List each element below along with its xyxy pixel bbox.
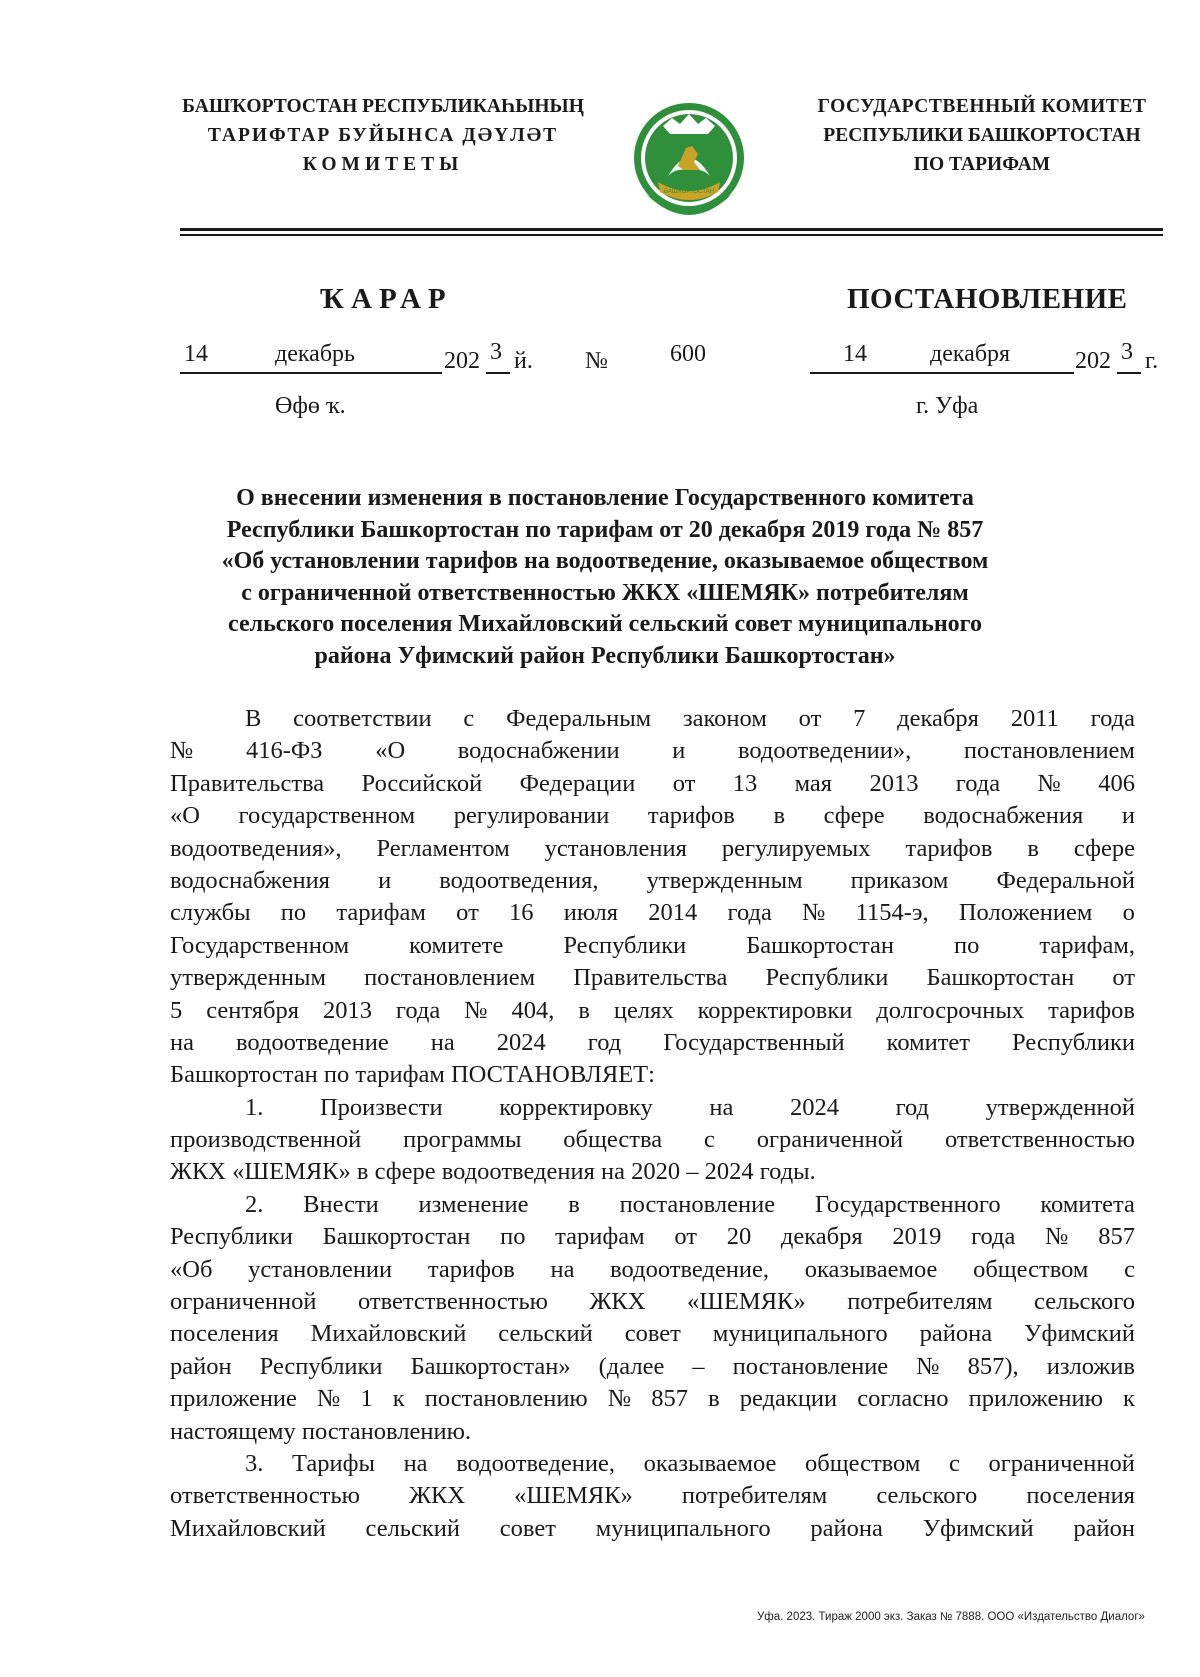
body-word: Башкортостан	[746, 931, 894, 959]
body-word: 404,	[511, 996, 555, 1024]
body-word: обществом	[973, 1255, 1089, 1283]
header-right-line-3: ПО ТАРИФАМ	[913, 154, 1051, 175]
body-word: тарифов	[647, 802, 735, 830]
body-word: и	[1121, 802, 1135, 830]
body-word: в	[708, 1385, 720, 1413]
body-word: сфере	[823, 802, 885, 830]
date-right-day: 14	[843, 341, 867, 367]
body-word: приказом	[850, 866, 949, 894]
body-word: в	[1027, 834, 1039, 862]
date-left-underline	[180, 372, 442, 374]
body-word: 406	[1098, 769, 1135, 797]
header-divider-thick	[180, 228, 1163, 231]
body-word: приложению	[968, 1385, 1103, 1413]
body-word: водоотведении»,	[737, 737, 912, 765]
body-word: на	[430, 1028, 455, 1056]
body-word: регулируемых	[721, 834, 871, 862]
body-word: с	[703, 1126, 715, 1154]
body-word: №	[607, 1385, 632, 1413]
body-word: соответствии	[293, 705, 432, 732]
body-word: 2024	[789, 1093, 839, 1121]
body-word: сельского	[1034, 1288, 1135, 1316]
body-word: тарифам,	[1039, 931, 1135, 959]
body-word: с	[1124, 1255, 1135, 1283]
date-left-year-digit: 3	[490, 339, 502, 365]
body-word: Федеральным	[506, 705, 652, 732]
place-left: Өфө ҡ.	[275, 393, 346, 419]
body-word: июля	[563, 899, 619, 927]
body-word: №	[317, 1385, 341, 1413]
body-word: комитет	[886, 1028, 971, 1056]
body-word: общества	[563, 1126, 663, 1154]
body-word: долгосрочных	[876, 996, 1025, 1024]
header-left-line-2: ТАРИФТАР БУЙЫНСА ДӘҮЛӘТ	[207, 125, 559, 146]
body-word: корректировки	[697, 996, 853, 1024]
body-word: потребителям	[847, 1288, 993, 1316]
body-word: в	[568, 1190, 580, 1218]
body-line	[170, 703, 1135, 735]
doc-type-right: ПОСТАНОВЛЕНИЕ	[847, 283, 1128, 315]
body-word: на	[403, 1449, 428, 1477]
header-left-line-1: БАШҠОРТОСТАН РЕСПУБЛИКАҺЫНЫҢ	[182, 96, 584, 117]
body-word: совет	[624, 1320, 681, 1348]
date-right-year-prefix: 202	[1075, 348, 1111, 374]
body-word: постановлением	[364, 964, 536, 992]
body-line	[170, 897, 1135, 929]
body-word: службы	[170, 899, 251, 927]
body-word: оказываемое	[804, 1255, 938, 1283]
body-word: Башкортостан	[926, 964, 1075, 992]
header-divider-thin	[180, 234, 1163, 236]
body-word: комитета	[1040, 1190, 1135, 1218]
body-word: года	[955, 769, 1001, 797]
body-word: к	[1123, 1385, 1135, 1413]
body-word: год	[587, 1028, 622, 1056]
body-word: муниципального	[712, 1320, 888, 1348]
body-word: о	[1122, 899, 1135, 927]
body-word: 1.	[245, 1093, 264, 1121]
document-title	[170, 483, 1040, 673]
body-word: 1154-э,	[855, 899, 929, 927]
body-word: Регламентом	[376, 834, 510, 862]
header-right-line-1: ГОСУДАРСТВЕННЫЙ КОМИТЕТ	[817, 96, 1147, 117]
body-word: декабря	[897, 705, 979, 732]
body-word: «ШЕМЯК»	[687, 1288, 806, 1316]
body-line	[170, 930, 1135, 962]
body-word: от	[798, 705, 822, 732]
body-word: 2.	[245, 1190, 264, 1218]
body-word: Республики	[1012, 1028, 1135, 1056]
body-word: района	[810, 1514, 883, 1542]
body-word: Положением	[958, 899, 1093, 927]
body-word: тарифам	[336, 899, 426, 927]
body-word: регулировании	[453, 802, 610, 830]
body-word: сельский	[498, 1320, 593, 1348]
header-left-line-3: КОМИТЕТЫ	[302, 154, 464, 175]
body-word: «О	[375, 737, 406, 765]
body-word: года	[971, 1223, 1016, 1251]
body-word: Российской	[361, 769, 483, 797]
body-word: постановлению	[424, 1385, 588, 1413]
body-word: 13	[732, 769, 758, 797]
print-imprint: Уфа. 2023. Тираж 2000 экз. Заказ № 7888. ООО «Издательство Диалог»	[757, 1611, 1145, 1623]
body-line	[170, 1513, 1135, 1545]
body-line	[170, 1480, 1135, 1512]
body-word: 2024	[496, 1028, 546, 1056]
date-right-month: декабря	[930, 341, 1011, 367]
body-word: Тарифы	[292, 1449, 375, 1477]
body-line: ЖКХ «ШЕМЯК» в сфере водоотведения на 2020 – 2024 годы.	[170, 1158, 816, 1186]
body-line	[170, 735, 1135, 767]
body-word: район	[1073, 1514, 1135, 1542]
body-word: по	[280, 899, 307, 927]
body-word: совет	[499, 1514, 556, 1542]
body-word: на	[550, 1255, 575, 1283]
body-word: года	[1090, 705, 1135, 732]
body-word: комитете	[409, 931, 504, 959]
body-word: 857),	[967, 1352, 1019, 1380]
body-word: установлении	[248, 1255, 393, 1283]
body-word: сентября	[206, 996, 299, 1024]
body-word: Башкортостан	[322, 1223, 471, 1251]
body-line	[170, 962, 1135, 994]
body-word: 5	[170, 996, 183, 1024]
body-word: 1	[360, 1385, 373, 1413]
body-word: тарифам	[555, 1223, 645, 1251]
body-word: –	[692, 1352, 705, 1380]
document-number: 600	[670, 341, 706, 367]
body-word: и	[378, 866, 392, 894]
body-word: 2019	[892, 1223, 942, 1251]
body-word: года	[727, 899, 772, 927]
body-word: Правительства	[573, 964, 728, 992]
body-word: район	[170, 1352, 232, 1380]
body-word: тарифов	[1048, 996, 1135, 1024]
body-word: Уфимский	[1024, 1320, 1135, 1348]
body-word: на	[709, 1093, 734, 1121]
body-line	[170, 865, 1135, 897]
body-word: сельский	[365, 1514, 460, 1542]
body-word: 20	[726, 1223, 752, 1251]
body-word: сфере	[1073, 834, 1135, 862]
body-word: муниципального	[595, 1514, 771, 1542]
body-word: от	[456, 899, 479, 927]
body-word: ответственностью	[357, 1288, 548, 1316]
body-word: Государственный	[663, 1028, 845, 1056]
body-word: ЖКХ	[589, 1288, 646, 1316]
body-word: Республики	[170, 1223, 293, 1251]
body-line	[170, 1448, 1135, 1480]
title-line: сельского поселения Михайловский сельский совет муниципального	[228, 611, 982, 638]
body-word: (далее	[598, 1352, 665, 1380]
body-line	[170, 1027, 1135, 1059]
body-word: поселения	[1026, 1482, 1135, 1510]
title-line: Республики Башкортостан по тарифам от 20 декабря 2019 года № 857	[226, 516, 984, 543]
doc-type-left: ҠАРАР	[320, 283, 453, 315]
body-line	[170, 833, 1135, 865]
date-right-year-digit: 3	[1121, 339, 1133, 365]
body-word: Республики	[765, 964, 889, 992]
body-line	[170, 1221, 1135, 1253]
body-word: декабря	[780, 1223, 863, 1251]
body-word: Уфимский	[922, 1514, 1034, 1542]
body-word: Федерации	[519, 769, 636, 797]
body-word: №	[802, 899, 826, 927]
title-line: О внесении изменения в постановление Государственного комитета	[236, 485, 974, 511]
title-line: с ограниченной ответственностью ЖКХ «ШЕМЯК» потребителям	[241, 579, 969, 606]
body-word: 416-ФЗ	[246, 737, 323, 765]
body-word: Произвести	[319, 1093, 443, 1121]
body-line	[170, 800, 1135, 832]
body-word: от	[674, 1223, 698, 1251]
body-line	[170, 1092, 1135, 1124]
body-word: в	[773, 802, 786, 830]
body-word: Федеральной	[996, 866, 1135, 894]
date-left-suffix: й.	[514, 348, 533, 374]
date-right-year-underline	[1117, 372, 1141, 374]
body-word: по	[953, 931, 980, 959]
body-word: законом	[682, 705, 767, 732]
date-left-day: 14	[184, 341, 208, 367]
header-right-line-2: РЕСПУБЛИКИ БАШКОРТОСТАН	[823, 125, 1141, 146]
body-word: с	[463, 705, 475, 732]
body-word: обществом	[805, 1449, 921, 1477]
body-word: государственном	[238, 802, 416, 830]
body-word: с	[948, 1449, 960, 1477]
body-word: 2011	[1010, 705, 1059, 732]
body-word: Правительства	[170, 769, 325, 797]
body-word: изменение	[418, 1190, 529, 1218]
body-word: Внести	[303, 1190, 379, 1218]
body-word: Государственного	[814, 1190, 1001, 1218]
body-word: Михайловский	[170, 1514, 326, 1542]
body-line	[170, 1254, 1135, 1286]
body-word: №	[464, 996, 488, 1024]
body-word: ограниченной	[170, 1288, 317, 1316]
body-word: в	[578, 996, 590, 1024]
body-word: «О	[170, 802, 200, 830]
body-word: постановление	[619, 1190, 776, 1218]
body-word: на	[170, 1028, 194, 1056]
body-word: целях	[613, 996, 674, 1024]
place-right: г. Уфа	[916, 393, 979, 419]
date-left-year-underline	[486, 372, 510, 374]
body-word: водоотведение,	[610, 1255, 769, 1283]
body-line: Башкортостан по тарифам ПОСТАНОВЛЯЕТ:	[170, 1061, 655, 1089]
body-word: установления	[544, 834, 687, 862]
body-word: ЖКХ	[409, 1482, 466, 1510]
body-line	[170, 1286, 1135, 1318]
body-word: тарифов	[905, 834, 993, 862]
body-word: 16	[509, 899, 534, 927]
body-word: редакции	[739, 1385, 838, 1413]
body-word: ограниченной	[756, 1126, 904, 1154]
body-word: год	[895, 1093, 930, 1121]
body-line: настоящему постановлению.	[170, 1417, 471, 1445]
body-word: 2013	[322, 996, 372, 1024]
body-line	[170, 995, 1135, 1027]
title-line: района Уфимский район Республики Башкортостан»	[314, 642, 896, 669]
body-word: Республики	[259, 1352, 383, 1380]
svg-text:БАШҠОРТОСТАН: БАШҠОРТОСТАН	[663, 189, 715, 195]
body-word: водоотведения,	[439, 866, 599, 894]
body-word: В	[245, 705, 262, 732]
body-line	[170, 1318, 1135, 1350]
body-line	[170, 1189, 1135, 1221]
body-word: водоснабжении	[457, 737, 620, 765]
date-right-suffix: г.	[1145, 348, 1159, 374]
body-word: мая	[794, 769, 833, 797]
body-word: от	[672, 769, 696, 797]
body-word: 857	[651, 1385, 689, 1413]
body-word: от	[1112, 964, 1135, 992]
body-word: №	[916, 1352, 940, 1380]
body-word: «Об	[170, 1255, 213, 1283]
body-word: 7	[853, 705, 866, 732]
body-word: приложение	[170, 1385, 297, 1413]
body-word: 3.	[245, 1449, 264, 1477]
body-word: корректировку	[499, 1093, 653, 1121]
body-word: утвержденной	[985, 1093, 1135, 1121]
body-word: оказываемое	[643, 1449, 777, 1477]
body-word: района	[919, 1320, 993, 1348]
body-word: №	[1045, 1223, 1069, 1251]
body-word: 2014	[648, 899, 698, 927]
body-word: Михайловский	[310, 1320, 467, 1348]
body-word: 2013	[869, 769, 919, 797]
document-body	[170, 703, 1135, 1545]
body-word: водоснабжения	[923, 802, 1084, 830]
body-word: ответственностью	[945, 1126, 1135, 1154]
date-left-year-prefix: 202	[444, 348, 480, 374]
body-word: Республики	[563, 931, 687, 959]
body-word: и	[672, 737, 686, 765]
body-word: согласно	[857, 1385, 949, 1413]
body-word: сельского	[876, 1482, 978, 1510]
body-word: постановлением	[963, 737, 1135, 765]
body-line	[170, 1383, 1135, 1415]
body-line	[170, 768, 1135, 800]
body-word: постановление	[732, 1352, 889, 1380]
body-word: тарифов	[427, 1255, 515, 1283]
body-word: 857	[1098, 1223, 1135, 1251]
body-word: №	[170, 737, 194, 765]
date-right-underline	[810, 372, 1074, 374]
coat-of-arms-emblem	[628, 96, 750, 228]
body-word: Башкортостан»	[410, 1352, 571, 1380]
date-left-month: декабрь	[275, 341, 355, 367]
body-line	[170, 1351, 1135, 1383]
body-word: «ШЕМЯК»	[514, 1482, 633, 1510]
body-word: водоснабжения	[170, 866, 330, 894]
body-word: программы	[403, 1126, 522, 1154]
number-sign: №	[585, 348, 608, 374]
header-left-block	[178, 92, 588, 179]
body-word: к	[392, 1385, 405, 1413]
body-line	[170, 1124, 1135, 1156]
body-word: поселения	[170, 1320, 279, 1348]
body-word: года	[395, 996, 441, 1024]
body-word: №	[1037, 769, 1061, 797]
header-right-block	[800, 92, 1164, 179]
body-word: производственной	[170, 1126, 362, 1154]
body-word: по	[500, 1223, 526, 1251]
body-word: Государственном	[170, 931, 350, 959]
body-word: утвержденным	[646, 866, 803, 894]
body-word: ответственностью	[170, 1482, 360, 1510]
body-word: изложив	[1046, 1352, 1135, 1380]
body-word: водоотведения»,	[170, 834, 342, 862]
body-word: водоотведение	[236, 1028, 389, 1056]
body-word: утвержденным	[170, 964, 326, 992]
body-word: потребителям	[681, 1482, 828, 1510]
body-word: водоотведение,	[456, 1449, 616, 1477]
body-word: ограниченной	[988, 1449, 1135, 1477]
title-line: «Об установлении тарифов на водоотведение, оказываемое обществом	[221, 548, 989, 575]
